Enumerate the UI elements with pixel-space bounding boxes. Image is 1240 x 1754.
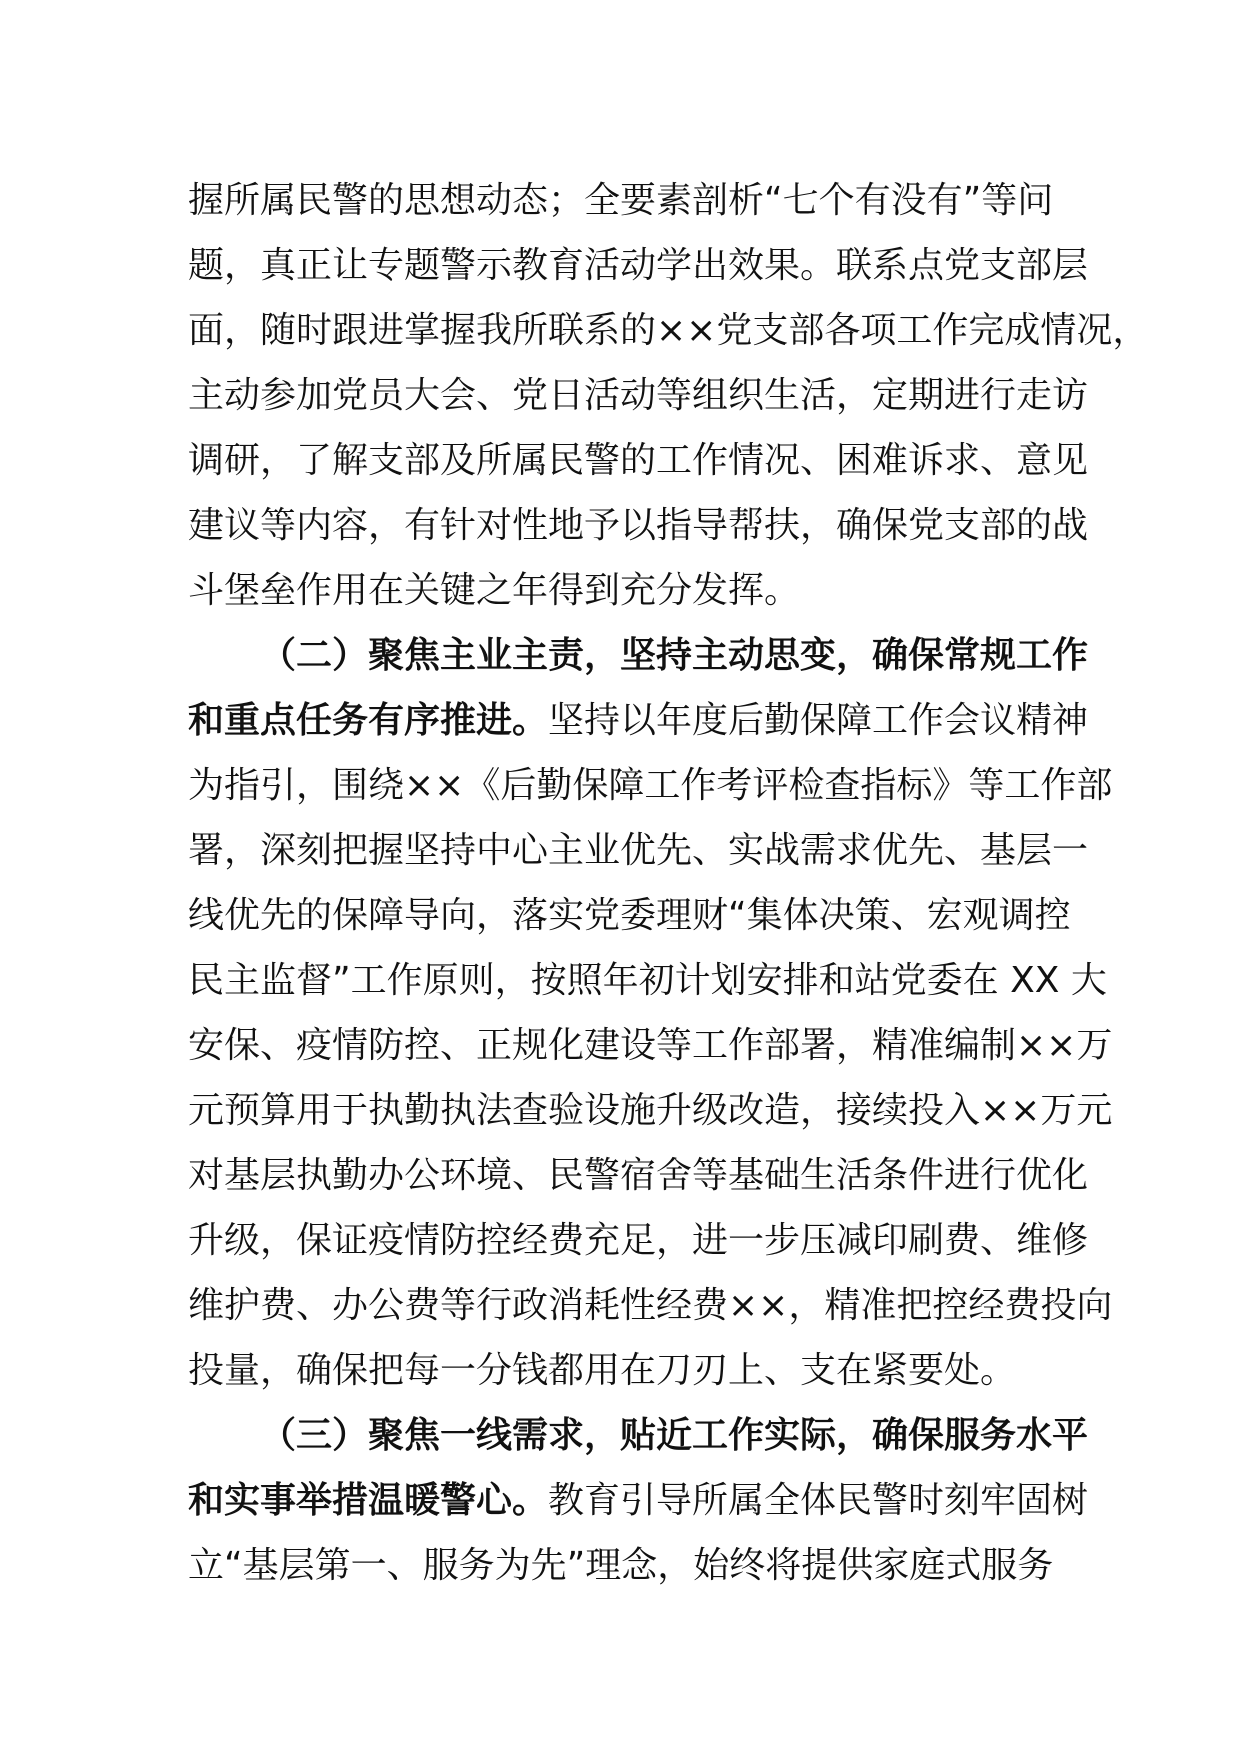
section-heading-2-cont: 和重点任务有序推进。 [188,700,549,741]
text-line: 题，真正让专题警示教育活动学出效果。联系点党支部层 [188,245,1089,286]
text-line: 民主监督”工作原则，按照年初计划安排和站党委在 XX 大 [188,960,1107,1001]
paragraph-2 [188,623,1113,1403]
text-line: 投量，确保把每一分钱都用在刀刃上、支在紧要处。 [188,1350,1017,1391]
text-line: 斗堡垒作用在关键之年得到充分发挥。 [188,570,801,611]
text-line: 对基层执勤办公环境、民警宿舍等基础生活条件进行优化 [188,1155,1089,1196]
text-line: 安保、疫情防控、正规化建设等工作部署，精准编制××万 [188,1025,1113,1066]
document-body [188,168,1149,1598]
section-heading-3: （三）聚焦一线需求，贴近工作实际，确保服务水平 [260,1415,1089,1456]
text-line [188,1468,1089,1533]
text-line: 主动参加党员大会、党日活动等组织生活，定期进行走访 [188,375,1089,416]
text-line [188,688,1089,753]
paragraph-3 [188,1403,1089,1598]
text-line: 署，深刻把握坚持中心主业优先、实战需求优先、基层一 [188,830,1089,871]
paragraph-1 [188,168,1149,623]
text-line: 升级，保证疫情防控经费充足，进一步压减印刷费、维修 [188,1220,1089,1261]
text-run: 教育引导所属全体民警时刻牢固树 [548,1480,1089,1521]
text-line: 面，随时跟进掌握我所联系的××党支部各项工作完成情况， [188,310,1149,351]
section-heading-3-cont: 和实事举措温暖警心。 [188,1480,549,1521]
text-line: 调研，了解支部及所属民警的工作情况、困难诉求、意见 [188,440,1089,481]
text-line: 建议等内容，有针对性地予以指导帮扶，确保党支部的战 [188,505,1089,546]
text-line: 立“基层第一、服务为先”理念，始终将提供家庭式服务 [188,1545,1054,1586]
text-line: 线优先的保障导向，落实党委理财“集体决策、宏观调控 [188,895,1071,936]
text-line: 握所属民警的思想动态；全要素剖析“七个有没有”等问 [188,180,1054,221]
text-line: 元预算用于执勤执法查验设施升级改造，接续投入××万元 [188,1090,1113,1131]
text-line: 维护费、办公费等行政消耗性经费××，精准把控经费投向 [188,1285,1113,1326]
text-line: 为指引，围绕××《后勤保障工作考评检查指标》等工作部 [188,765,1113,806]
section-heading-2: （二）聚焦主业主责，坚持主动思变，确保常规工作 [260,635,1089,676]
text-run: 坚持以年度后勤保障工作会议精神 [548,700,1089,741]
